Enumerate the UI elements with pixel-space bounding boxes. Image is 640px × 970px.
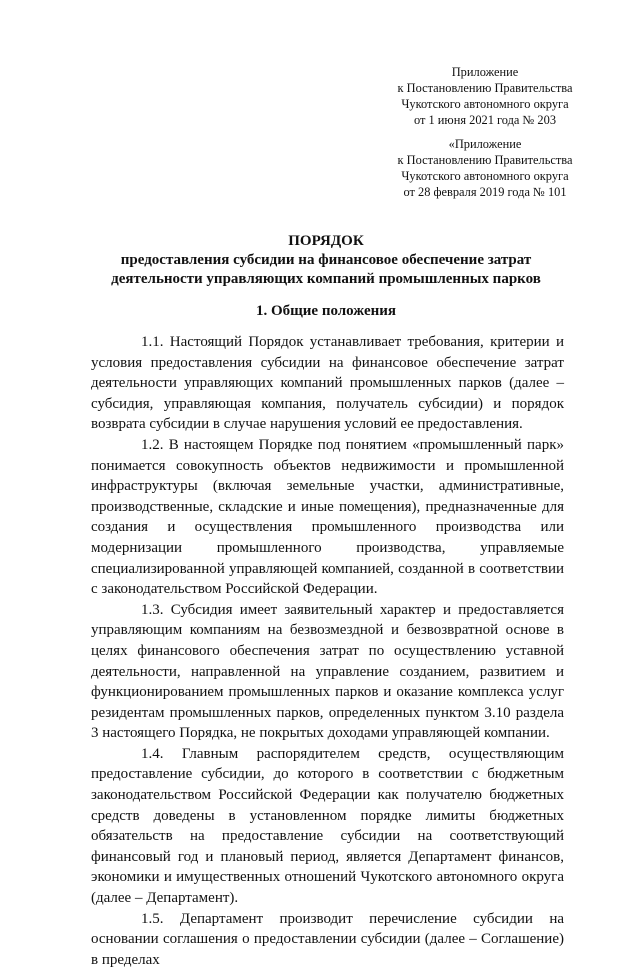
appendix-label: «Приложение (448, 137, 522, 151)
section-heading: 1. Общие положения (255, 303, 397, 319)
appendix-label: Приложение (451, 65, 519, 79)
paragraph-1-2: 1.2. В настоящем Порядке под понятием «промышленный парк» понимается совокупность объектов недвижимости и промышленной инфраструктуры (включая земельные участки, административные, производственные, складские и иные помещения), предназначенные для создания и осуществления промышленного производства или модернизации промышленного производства, управляемые специализированной управляющей компанией, созданной в соответствии с законодательством Российской Федерации. (91, 436, 564, 598)
appendix-header-current (370, 64, 600, 128)
appendix-date-number: от 28 февраля 2019 года № 101 (403, 185, 567, 199)
appendix-resolution-ref: к Постановлению Правительства (397, 153, 573, 167)
paragraph-1-1: 1.1. Настоящий Порядок устанавливает требования, критерии и условия предоставления субсидии на финансовое обеспечение затрат деятельности управляющих компаний промышленных парков (далее – субсидия, управляющая компания, получатель субсидии) и порядок возврата субсидии в случае нарушения условий ее предоставления. (91, 334, 564, 433)
appendix-region: Чукотского автономного округа (401, 169, 569, 183)
document-subtitle: предоставления субсидии на финансовое обеспечение затрат деятельности управляющих компаний промышленных парков (111, 252, 541, 287)
appendix-region: Чукотского автономного округа (401, 97, 569, 111)
appendix-header-previous (370, 136, 600, 200)
appendix-date-number: от 1 июня 2021 года № 203 (413, 113, 557, 127)
paragraph-1-3: 1.3. Субсидия имеет заявительный характер и предоставляется управляющим компаниям на безвозмездной и безвозвратной основе в целях финансового обеспечения затрат по осуществлению уставной деятельности, направленной на управление созданием, развитием и функционированием промышленных парков и оказание комплекса услуг резидентам промышленных парков, определенных пунктом 3.10 раздела 3 настоящего Порядка, не покрытых доходами управляющей компании. (91, 601, 564, 742)
document-title: ПОРЯДОК (288, 233, 364, 249)
appendix-resolution-ref: к Постановлению Правительства (397, 81, 573, 95)
document-body (91, 332, 564, 970)
document-title-block (86, 232, 566, 289)
paragraph-1-4: 1.4. Главным распорядителем средств, осуществляющим предоставление субсидии, до которого в соответствии с бюджетным законодательством Российской Федерации как получателю бюджетных средств доведены в установленном порядке лимиты бюджетных обязательств на предоставление субсидии на соответствующий финансовый год и плановый период, является Департамент финансов, экономики и имущественных отношений Чукотского автономного округа (далее – Департамент). (91, 745, 564, 907)
paragraph-1-5: 1.5. Департамент производит перечисление субсидии на основании соглашения о предоставлении субсидии (далее – Соглашение) в пределах (91, 910, 564, 968)
